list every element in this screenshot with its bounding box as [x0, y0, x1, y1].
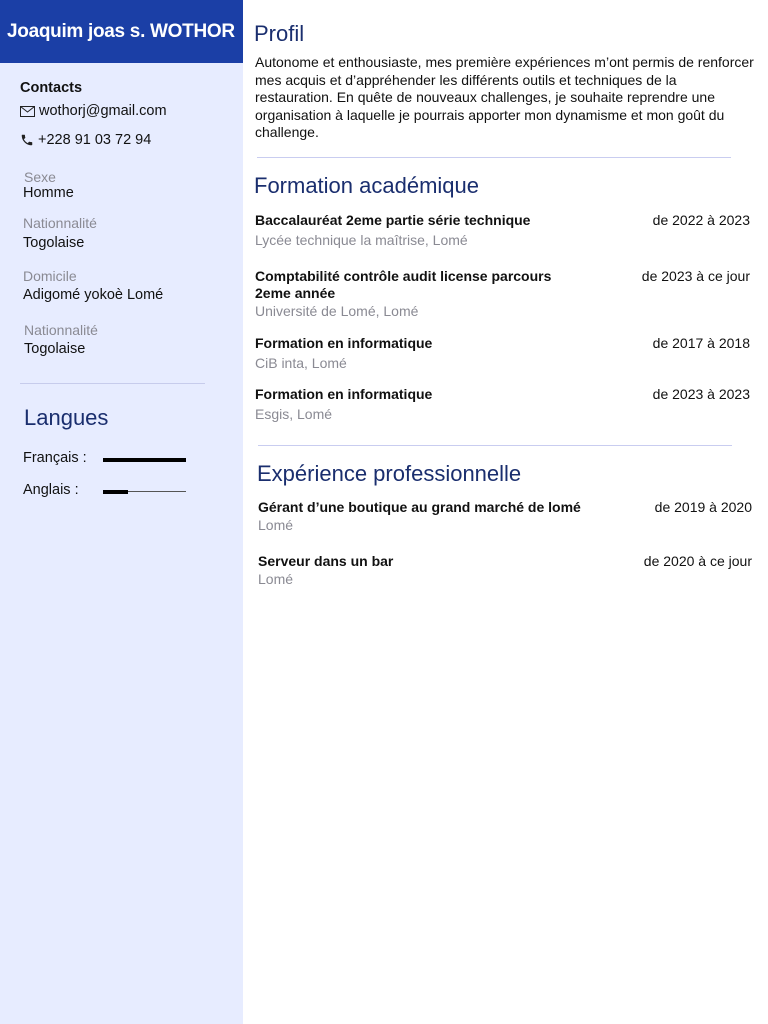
nationality-value-2: Togolaise	[24, 341, 86, 357]
profil-title: Profil	[254, 21, 305, 46]
formation-item-title: Formation en informatique	[255, 386, 433, 402]
formation-item-title: Baccalauréat 2eme partie série technique	[255, 212, 531, 228]
formation-item-date: de 2023 à ce jour	[641, 268, 750, 284]
contacts-title: Contacts	[20, 80, 83, 96]
formation-item-date: de 2023 à 2023	[652, 386, 750, 402]
language-level-english	[103, 491, 186, 492]
experience-item-title: Serveur dans un bar	[258, 553, 394, 569]
sidebar	[0, 0, 243, 1024]
experience-item-place: Lomé	[258, 571, 294, 587]
formation-item-school: Lycée technique la maîtrise, Lomé	[255, 232, 468, 248]
language-level-fill	[103, 490, 128, 494]
phone-row[interactable]	[20, 132, 151, 148]
phone-icon	[20, 133, 34, 147]
name-banner: Joaquim joas s. WOTHOR	[0, 0, 243, 63]
language-label-english: Anglais :	[23, 482, 79, 498]
nationality-value: Togolaise	[23, 235, 85, 251]
formation-item-school: Université de Lomé, Lomé	[255, 303, 419, 319]
experience-item-title: Gérant d’une boutique au grand marché de lomé	[258, 499, 581, 515]
phone-text: +228 91 03 72 94	[38, 132, 152, 148]
language-level-french	[103, 459, 186, 460]
languages-title: Langues	[24, 405, 109, 430]
formation-item-title: Formation en informatique	[255, 335, 433, 351]
formation-item-date: de 2017 à 2018	[652, 335, 750, 351]
formation-item-school: CiB inta, Lomé	[255, 355, 347, 371]
experience-title: Expérience professionnelle	[257, 461, 522, 486]
domicile-label: Domicile	[23, 268, 77, 284]
nationality-label-2: Nationnalité	[24, 322, 98, 338]
domicile-value: Adigomé yokoè Lomé	[23, 287, 164, 303]
email-text: wothorj@gmail.com	[39, 103, 167, 119]
formation-item-title: Comptabilité contrôle audit license parcours 2eme année	[255, 268, 552, 301]
sidebar-divider	[20, 383, 205, 384]
profil-text: Autonome et enthousiaste, mes première expériences m’ont permis de renforcer mes acquis et d’appréhender les différents outils et techniques de la restauration. En quête de nouveaux challenges, je souhaite reprendre une organisation à laquelle je pourrais apporter mon dynamisme et mon goût du challenge.	[255, 54, 754, 140]
envelope-icon	[20, 106, 35, 117]
section-divider	[257, 157, 731, 158]
language-level-fill	[103, 458, 186, 462]
sex-value: Homme	[23, 185, 74, 201]
email-row[interactable]	[20, 103, 167, 119]
language-label-french: Français :	[23, 450, 87, 466]
formation-item-school: Esgis, Lomé	[255, 406, 333, 422]
sex-label: Sexe	[24, 169, 56, 185]
experience-item-date: de 2020 à ce jour	[643, 553, 752, 569]
nationality-label: Nationnalité	[23, 215, 97, 231]
formation-item-date: de 2022 à 2023	[652, 212, 750, 228]
experience-item-date: de 2019 à 2020	[654, 499, 752, 515]
experience-item-place: Lomé	[258, 517, 294, 533]
section-divider	[258, 445, 732, 446]
formation-title: Formation académique	[254, 173, 480, 198]
